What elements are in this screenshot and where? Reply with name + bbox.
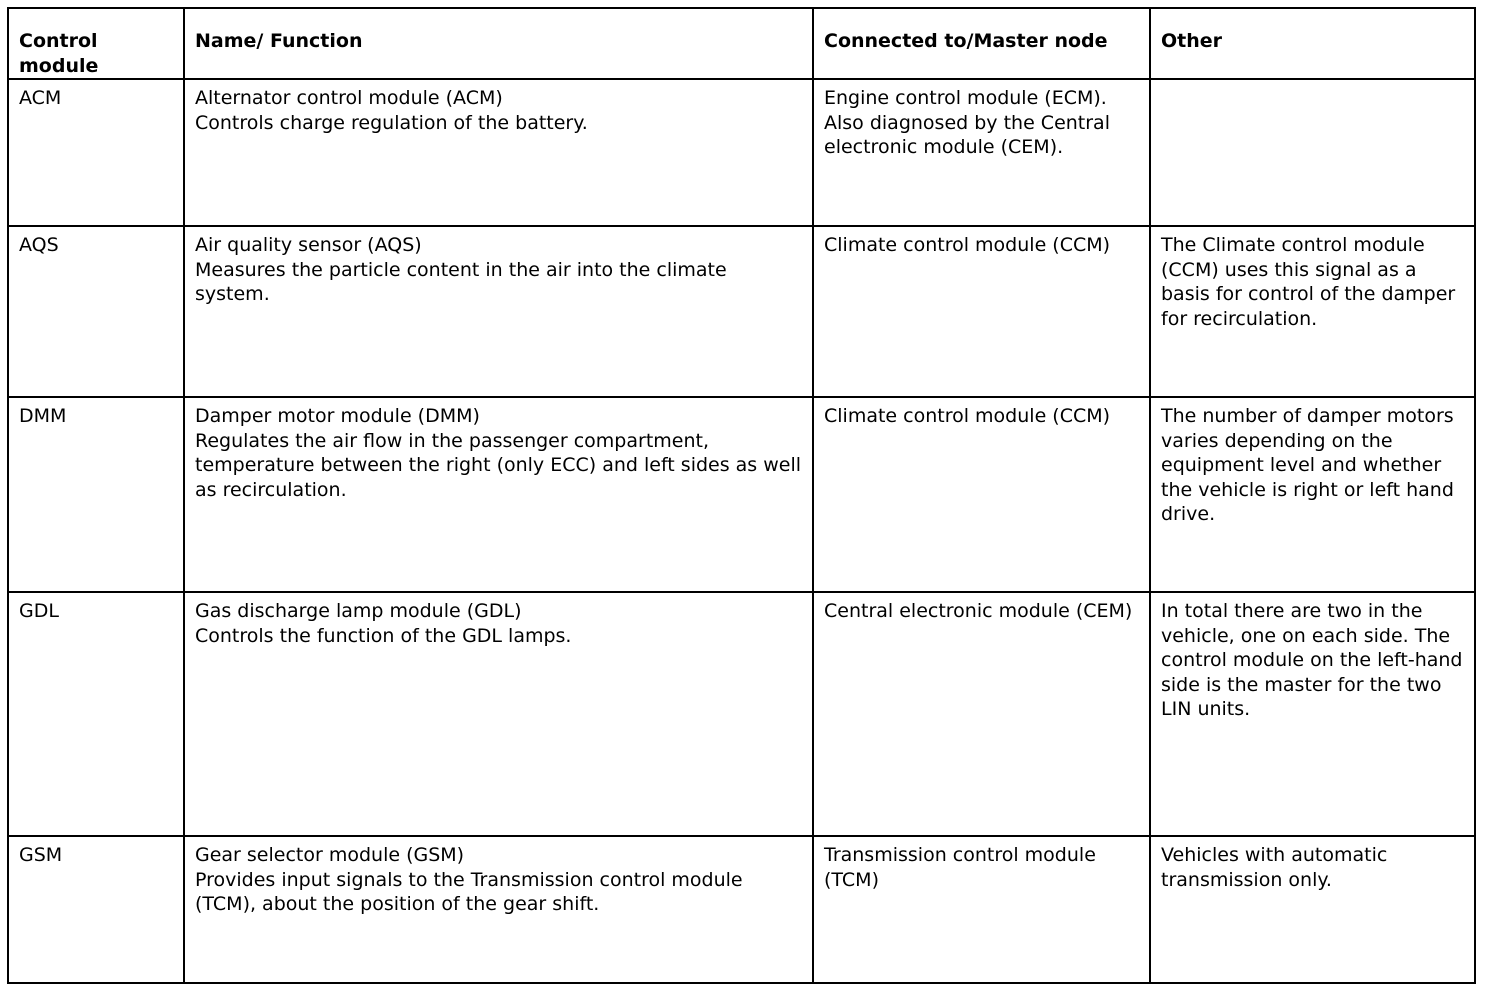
table-row (8, 226, 1475, 397)
table-row (8, 397, 1475, 592)
cell-other: The Climate control module (CCM) uses this signal as a basis for control of the damper for recirculation. (1150, 226, 1475, 397)
cell-connected-to: Engine control module (ECM). Also diagnosed by the Central electronic module (CEM). (813, 79, 1150, 226)
control-module-table (7, 7, 1476, 984)
cell-module: DMM (8, 397, 184, 592)
header-name-function: Name/ Function (184, 8, 813, 79)
header-connected-to: Connected to/Master node (813, 8, 1150, 79)
cell-module: AQS (8, 226, 184, 397)
cell-connected-to: Climate control module (CCM) (813, 226, 1150, 397)
cell-module: GSM (8, 836, 184, 983)
table-row (8, 79, 1475, 226)
cell-name-function: Gear selector module (GSM) Provides input signals to the Transmission control module (TCM), about the position of the gear shift. (184, 836, 813, 983)
table-row (8, 836, 1475, 983)
cell-other: The number of damper motors varies depending on the equipment level and whether the vehicle is right or left hand drive. (1150, 397, 1475, 592)
cell-other (1150, 79, 1475, 226)
cell-connected-to: Transmission control module (TCM) (813, 836, 1150, 983)
cell-connected-to: Central electronic module (CEM) (813, 592, 1150, 836)
table-header-row (8, 8, 1475, 79)
header-other: Other (1150, 8, 1475, 79)
cell-name-function: Alternator control module (ACM) Controls charge regulation of the battery. (184, 79, 813, 226)
cell-other: Vehicles with automatic transmission only. (1150, 836, 1475, 983)
cell-module: GDL (8, 592, 184, 836)
table-row (8, 592, 1475, 836)
cell-other: In total there are two in the vehicle, one on each side. The control module on the left-hand side is the master for the two LIN units. (1150, 592, 1475, 836)
cell-module: ACM (8, 79, 184, 226)
cell-name-function: Gas discharge lamp module (GDL) Controls the function of the GDL lamps. (184, 592, 813, 836)
cell-name-function: Air quality sensor (AQS) Measures the particle content in the air into the climate system. (184, 226, 813, 397)
cell-name-function: Damper motor module (DMM) Regulates the air flow in the passenger compartment, temperature between the right (only ECC) and left sides as well as recirculation. (184, 397, 813, 592)
header-control-module: Control module (8, 8, 184, 79)
cell-connected-to: Climate control module (CCM) (813, 397, 1150, 592)
